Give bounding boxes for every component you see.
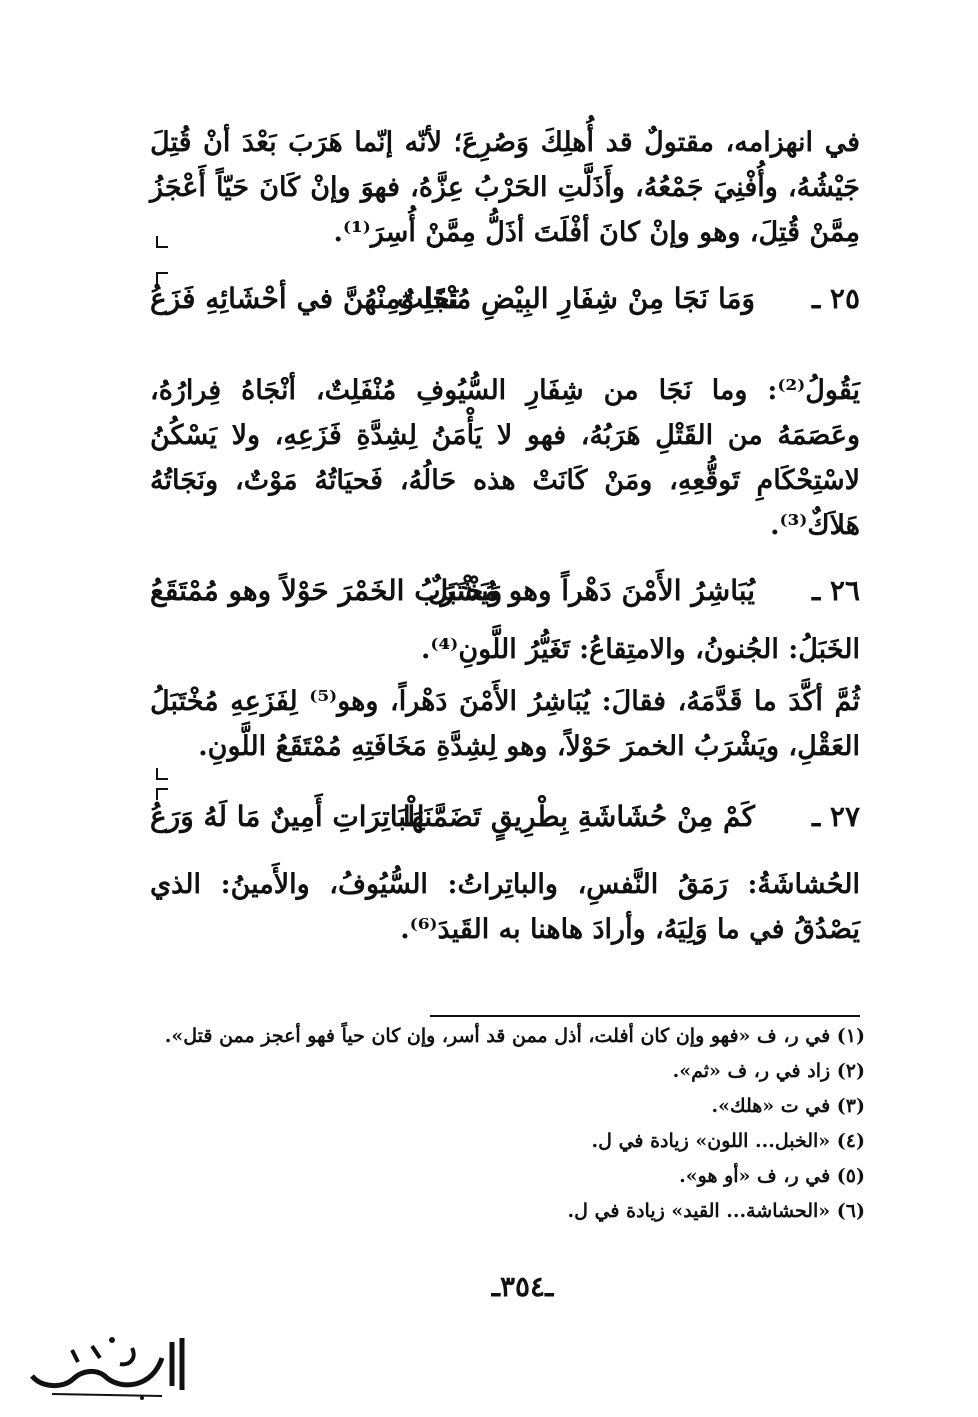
footnote-4: (٤) «الخبل... اللون» زيادة في ل.	[591, 1130, 865, 1152]
verse-first-hemistich: يُبَاشِرُ الأَمْنَ دَهْراً وهو مُخْتَبَلٌ	[427, 574, 755, 607]
verse-second-hemistich: وَيَشْرَبُ الخَمْرَ حَوْلاً وهو مُمْتَقَعُ	[150, 574, 503, 607]
verse-number: ٢٦ ـ	[811, 574, 860, 607]
paragraph-commentary-25: يَقُولُ⁽²⁾: وما نَجَا من شِفَارِ السُّيُوفِ مُنْفَلِتٌ، أنْجَاهُ فِرارُهُ، وعَصَمَهُ من القَتْلِ هَرَبُهُ، فهو لا يَأْمَنُ لِشِدَّةِ فَزَعِهِ، ولا يَسْكُنُ لاسْتِحْكَامِ تَوقُّعِهِ، ومَنْ كَانَتْ هذه حَالُهُ، فَحيَاتُهُ مَوْتٌ، ونَجَاتُهُ هَلاَكٌ⁽³⁾.	[150, 375, 860, 541]
page-number: ـ٣٥٤ـ	[491, 1270, 554, 1303]
verse-second-hemistich: لِلْبَاتِرَاتِ أَمِينٌ مَا لَهُ وَرَعُ	[150, 800, 425, 833]
verse-number: ٢٧ ـ	[811, 800, 860, 833]
margin-mark	[156, 236, 168, 248]
verse-number: ٢٥ ـ	[811, 282, 860, 315]
verse-second-hemistich: نَجَا وَمِنْهُنَّ في أحْشَائِهِ فَزَعُ	[150, 282, 459, 315]
paragraph-commentary-27: الحُشاشَةُ: رَمَقُ النَّفسِ، والباتِراتُ: السُّيُوفُ، والأَمينُ: الذي يَصْدُقُ في ما وَلِيَهُ، وأرادَ هاهنا به القَيدَ⁽⁶⁾.	[150, 869, 860, 945]
verse-27	[150, 800, 860, 850]
paragraph-gloss-26: الخَبَلُ: الجُنونُ، والامتِقاعُ: تَغَيُّرُ اللَّونِ⁽⁴⁾.	[421, 634, 860, 665]
verse-25	[150, 282, 860, 332]
footnote-divider	[430, 1015, 860, 1017]
footnote-3: (٣) في ت «هلك».	[711, 1095, 865, 1117]
margin-mark	[156, 788, 168, 800]
verse-first-hemistich: وَمَا نَجَا مِنْ شِفَارِ البِيْضِ مُنْفَلِتٌ	[396, 282, 755, 315]
margin-mark	[156, 768, 168, 780]
paragraph-intro: في انهزامه، مقتولٌ قد أُهلِكَ وَصُرِعَ؛ لأنّه إنّما هَرَبَ بَعْدَ أنْ قُتِلَ جَيْشُهُ، وأُفْنِيَ جَمْعُهُ، وأَذَلَّتِ الحَرْبُ عِزَّهُ، فهوَ وإنْ كَانَ حَيّاً أَعْجَزُ مِمَّنْ قُتِلَ، وهو وإنْ كانَ أفْلَتَ أذَلُّ مِمَّنْ أُسِرَ⁽¹⁾.	[150, 127, 860, 248]
paragraph-commentary-26: ثُمَّ أكَّدَ ما قَدَّمَهُ، فقالَ: يُبَاشِرُ الأَمْنَ دَهْراً، وهو⁽⁵⁾ لِفَزَعِهِ مُخْتَبَلُ العَقْلِ، ويَشْرَبُ الخمرَ حَوْلاً، وهو لِشِدَّةِ مَخَافَتِهِ مُمْتَقَعُ اللَّونِ.	[150, 686, 860, 762]
footnote-1: (١) في ر، ف «فهو وإن كان أفلت، أذل ممن قد أسر، وإن كان حياً فهو أعجز ممن قتل».	[164, 1025, 865, 1047]
verse-26	[150, 574, 860, 624]
footnote-6: (٦) «الحشاشة... القيد» زيادة في ل.	[567, 1200, 865, 1222]
verse-first-hemistich: كَمْ مِنْ حُشَاشَةِ بِطْرِيقٍ تَضَمَّنَهَا	[402, 800, 755, 833]
footnote-5: (٥) في ر، ف «أو هو».	[679, 1165, 865, 1187]
footnote-2: (٢) زاد في ر، ف «ثم».	[672, 1060, 865, 1082]
calligraphy-logo	[12, 1328, 202, 1408]
